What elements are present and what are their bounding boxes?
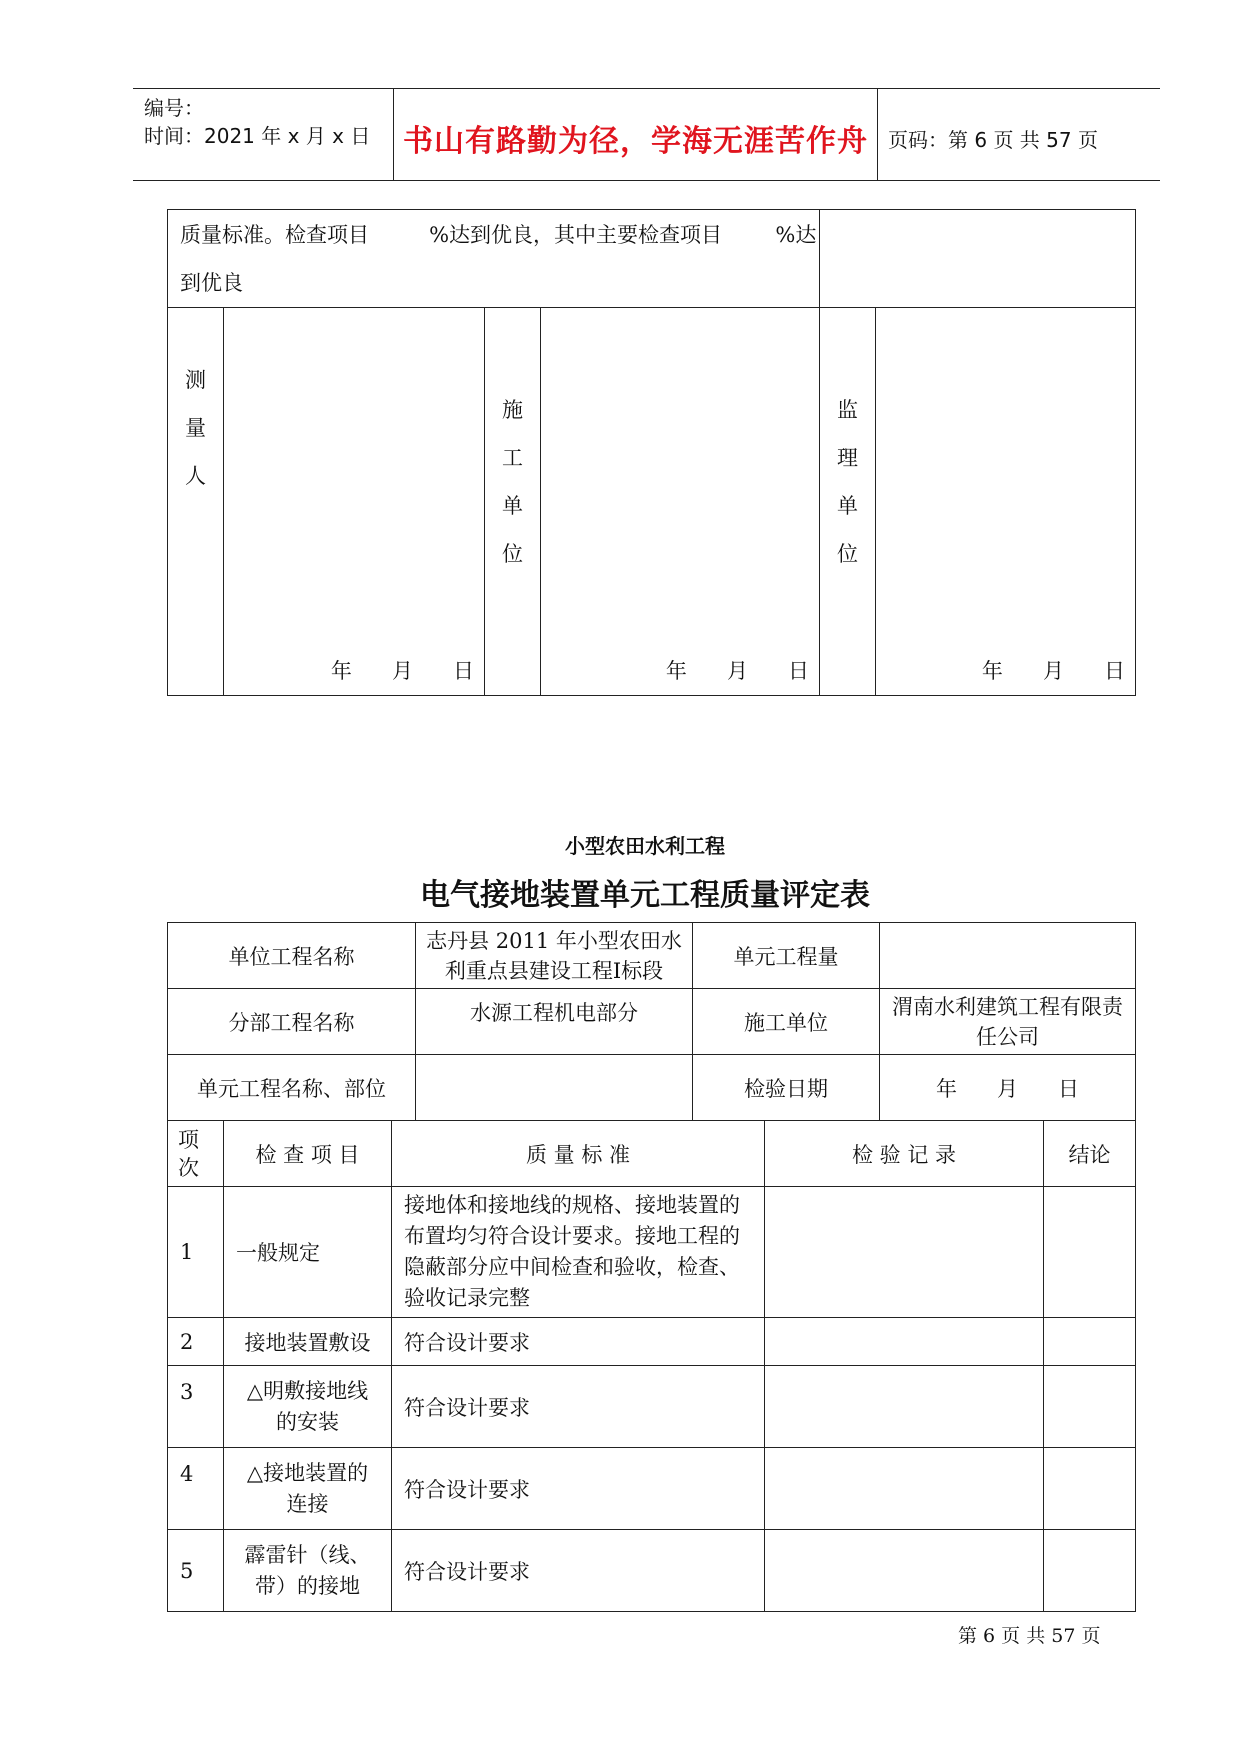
time-label: 时间：2021 年 x 月 x 日 [144, 124, 371, 148]
measurer-char: 量 [185, 416, 206, 440]
row-item: 接地装置敷设 [224, 1318, 392, 1366]
date-text: 年 月 日 [330, 659, 474, 683]
supervisor-char: 单 [837, 493, 859, 518]
row-standard: 接地体和接地线的规格、接地装置的布置均匀符合设计要求。接地工程的隐蔽部分应中间检查和验收，检查、验收记录完整 [392, 1187, 765, 1318]
row-no: 5 [168, 1530, 224, 1612]
table-row [168, 1366, 1136, 1448]
standard-line: 到优良 [180, 270, 243, 295]
inspection-date-value: 年 月 日 [880, 1055, 1136, 1121]
page-indicator: 页码：第 6 页 共 57 页 [888, 128, 1098, 152]
element-name-label: 单元工程名称、部位 [168, 1055, 416, 1121]
row-record [765, 1366, 1044, 1448]
row-conclusion [1044, 1448, 1136, 1530]
inspection-table [167, 1120, 1136, 1612]
row-item: 一般规定 [224, 1187, 392, 1318]
division-label: 分部工程名称 [168, 989, 416, 1055]
page-footer: 第 6 页 共 57 页 [958, 1625, 1101, 1647]
motto: 书山有路勤为径，学海无涯苦作舟 [403, 124, 868, 159]
constructor-char: 位 [502, 541, 523, 566]
info-table [167, 922, 1136, 1121]
empty-cell [820, 210, 1136, 308]
row-item: 霹雷针（线、带）的接地 [224, 1530, 392, 1612]
date-text: 年 月 日 [665, 659, 810, 683]
element-quantity-label: 单元工程量 [693, 923, 880, 989]
constructor-label: 施工单位 [693, 989, 880, 1055]
measurer-char: 人 [185, 464, 206, 488]
row-record [765, 1530, 1044, 1612]
row-item: △接地装置的连接 [224, 1448, 392, 1530]
row-item: △明敷接地线的安装 [224, 1366, 392, 1448]
row-record [765, 1448, 1044, 1530]
constructor-char: 工 [502, 445, 523, 470]
form-subtitle: 小型农田水利工程 [565, 834, 725, 858]
row-conclusion [1044, 1187, 1136, 1318]
row-standard: 符合设计要求 [392, 1366, 765, 1448]
measurer-sign-cell [224, 308, 485, 696]
quality-standard-cell [168, 210, 820, 308]
number-label: 编号： [144, 96, 204, 120]
form-title: 电气接地装置单元工程质量评定表 [420, 878, 870, 913]
row-conclusion [1044, 1530, 1136, 1612]
constructor-char: 施 [502, 397, 523, 422]
table-header-row [168, 1121, 1136, 1187]
row-record [765, 1187, 1044, 1318]
row-standard: 符合设计要求 [392, 1318, 765, 1366]
row-no: 1 [168, 1187, 224, 1318]
row-standard: 符合设计要求 [392, 1448, 765, 1530]
standard-line: 质量标准。检查项目 %达到优良，其中主要检查项目 %达 [180, 222, 817, 247]
supervisor-sign-cell [876, 308, 1136, 696]
row-conclusion [1044, 1318, 1136, 1366]
unit-project-value: 志丹县 2011 年小型农田水利重点县建设工程Ⅰ标段 [416, 923, 693, 989]
header-divider [877, 88, 878, 180]
table-row [168, 1318, 1136, 1366]
measurer-char: 测 [185, 368, 206, 392]
row-no: 3 [168, 1366, 224, 1448]
supervisor-char: 位 [837, 541, 859, 566]
row-no: 2 [168, 1318, 224, 1366]
measurer-label-cell [168, 308, 224, 696]
constructor-value: 渭南水利建筑工程有限责任公司 [880, 989, 1136, 1055]
header-bottom-rule [133, 180, 1160, 181]
constructor-label-cell [485, 308, 541, 696]
supervisor-char: 理 [837, 445, 859, 470]
table-row [168, 1530, 1136, 1612]
header-top-rule [133, 88, 1160, 89]
table-row [168, 1187, 1136, 1318]
element-quantity-value [880, 923, 1136, 989]
supervisor-label-cell [820, 308, 876, 696]
table-row [168, 1448, 1136, 1530]
col-conclusion-header: 结论 [1044, 1121, 1136, 1187]
unit-project-label: 单位工程名称 [168, 923, 416, 989]
date-text: 年 月 日 [981, 659, 1126, 683]
col-no-header: 项次 [168, 1121, 224, 1187]
supervisor-char: 监 [837, 397, 859, 422]
row-no: 4 [168, 1448, 224, 1530]
col-record-header: 检 验 记 录 [765, 1121, 1044, 1187]
inspection-date-label: 检验日期 [693, 1055, 880, 1121]
row-record [765, 1318, 1044, 1366]
division-value: 水源工程机电部分 [416, 989, 693, 1055]
signoff-table [167, 209, 1136, 696]
row-conclusion [1044, 1366, 1136, 1448]
col-item-header: 检 查 项 目 [224, 1121, 392, 1187]
row-standard: 符合设计要求 [392, 1530, 765, 1612]
element-name-value [416, 1055, 693, 1121]
col-standard-header: 质 量 标 准 [392, 1121, 765, 1187]
constructor-sign-cell [541, 308, 820, 696]
constructor-char: 单 [502, 493, 523, 518]
